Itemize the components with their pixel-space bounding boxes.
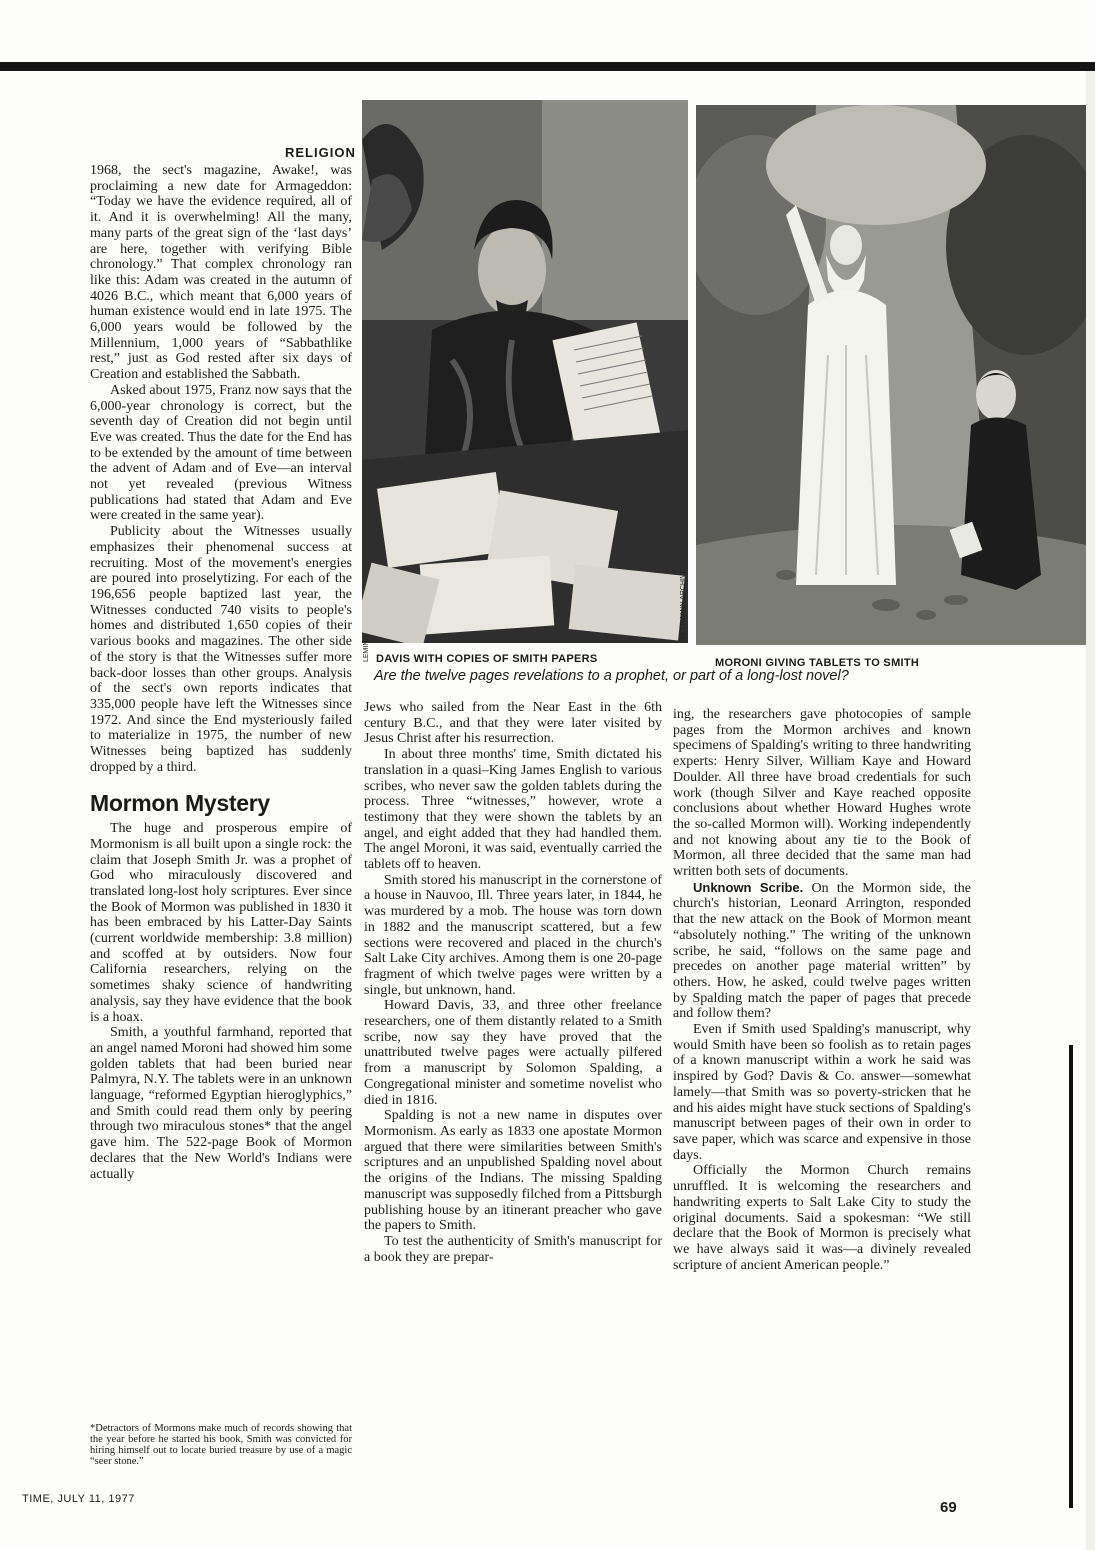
column-3: [673, 707, 971, 1273]
col3-para-4: Officially the Mormon Church remains unruffled. It is welcoming the researchers and handwriting experts to Salt Lake City to study the original documents. Said a spokesman: “We still declare that the Book of Mormon is precisely what we have always said it was—a divinely revealed scripture of ancient American people.”: [673, 1163, 971, 1273]
photo-credit-left: LEMINH: [363, 635, 370, 662]
page-edge: [1086, 71, 1095, 1550]
col3-para-2: [673, 880, 971, 1022]
photo-moroni-image: [696, 105, 1086, 645]
section-label: RELIGION: [285, 145, 356, 160]
top-rule: [0, 62, 1095, 71]
photo-credit-right: BETTMANN ARCHIVE: [680, 568, 687, 640]
footnote: *Detractors of Mormons make much of records showing that the year before he started his book, Smith was convicted for hiring himself out to locate buried treasure by use of a magic “seer stone.”: [90, 1423, 352, 1467]
col1-para-5: Smith, a youthful farmhand, reported that an angel named Moroni had showed him some golden tablets that had been buried near Palmyra, N.Y. The tablets were in an unknown language, “reformed Egyptian hieroglyphics,” and Smith could read them only by peering through two miraculous stones* that the angel gave him. The 522-page Book of Mormon declares that the New World's Indians were actually: [90, 1025, 352, 1182]
caption-left: DAVIS WITH COPIES OF SMITH PAPERS: [376, 653, 598, 665]
col3-para-2-text: On the Mormon side, the church's historian, Leonard Arrington, responded that the new attack on the Book of Mormon meant “absolutely nothing.” The writing of the unknown scribe, he said, “follows on the same page and precedes on another page material written” by others. How, he asked, could twelve pages written by Spalding match the paper of pages that precede and follow them?: [673, 880, 971, 1022]
issue-footer: TIME, JULY 11, 1977: [22, 1493, 135, 1505]
col2-para-6: To test the authenticity of Smith's manuscript for a book they are prepar-: [364, 1233, 662, 1265]
column-2: [364, 700, 662, 1265]
col2-para-5: Spalding is not a new name in disputes over Mormonism. As early as 1833 one apostate Mormon argued that there were similarities between Smith's scriptures and an unpublished Spalding novel about the origins of the Indians. The missing Spalding manuscript was supposedly filched from a Pittsburgh publishing house by an itinerant preacher who gave the papers to Smith.: [364, 1108, 662, 1234]
article-headline: Mormon Mystery: [90, 790, 270, 817]
col2-para-1: Jews who sailed from the Near East in the 6th century B.C., and that they were later visited by Jesus Christ after his resurrection.: [364, 700, 662, 747]
col3-para-1: ing, the researchers gave photocopies of sample pages from the Mormon archives and known specimens of Spalding's writing to three handwriting experts: Henry Silver, William Kaye and Howard Doulder. All three have broad credentials for such work (though Silver and Kaye reached opposite conclusions about whether Howard Hughes wrote the so-called Mormon will). Working independently and not knowing about any tie to the Book of Mormon, all three decided that the same man had written both sets of documents.: [673, 707, 971, 880]
photo-subcaption: Are the twelve pages revelations to a prophet, or part of a long-lost novel?: [374, 668, 849, 684]
margin-bar: [1069, 1045, 1073, 1508]
photo-moroni: [696, 105, 1086, 645]
subhead-unknown-scribe: Unknown Scribe.: [693, 879, 804, 895]
col2-para-3: Smith stored his manuscript in the cornerstone of a house in Nauvoo, Ill. Three years later, in 1844, he was murdered by a mob. The house was torn down in 1882 and the manuscript scattered, but a few sections were recovered and placed in the church's Salt Lake City archives. Among them is one 20-page fragment of which twelve pages were written by a single, but unknown, hand.: [364, 872, 662, 998]
col1-para-4: The huge and prosperous empire of Mormonism is all built upon a single rock: the claim that Joseph Smith Jr. was a prophet of God who miraculously discovered and translated long-lost holy scriptures. Ever since the Book of Mormon was published in 1830 it has been embraced by his Latter-Day Saints (current worldwide membership: 3.8 million) and scoffed at by outsiders. Now four California researchers, relying on the sometimes shaky science of handwriting analysis, say they have evidence that the book is a hoax.: [90, 821, 352, 1025]
col2-para-2: In about three months' time, Smith dictated his translation in a quasi–King James English to various scribes, who never saw the golden tablets during the process. Three “witnesses,” however, wrote a testimony that they were shown the tablets by an angel, and eight added that they had handled them. The angel Moroni, it was said, eventually carried the tablets off to heaven.: [364, 747, 662, 873]
page-number: 69: [940, 1499, 957, 1516]
col2-para-4: Howard Davis, 33, and three other freelance researchers, one of them distantly related to a Smith scribe, now say they have proved that the unattributed twelve pages were actually pilfered from a manuscript by Solomon Spalding, a Congregational minister and sometime novelist who died in 1816.: [364, 998, 662, 1108]
photo-davis-image: [362, 100, 688, 643]
col1-para-3: Publicity about the Witnesses usually emphasizes their phenomenal success at recruiting. Most of the movement's energies are poured into proselytizing. For each of the 196,656 people baptized last year, the Witnesses conducted 740 visits to people's homes and distributed 1,650 copies of their various books and magazines. The other side of the story is that the Witnesses suffer more back-door losses than other groups. Analysis of the sect's own reports indicates that 335,000 people have left the Witnesses since 1972. And since the End mysteriously failed to materialize in 1975, the number of new Witnesses being baptized has suddenly dropped by a third.: [90, 524, 352, 775]
col1-para-1: 1968, the sect's magazine, Awake!, was proclaiming a new date for Armageddon: “Today we have the evidence required, all of it. And it is overwhelming! All the many, many parts of the great sign of the ‘last days’ are here, together with verifying Bible chronology.” That complex chronology ran like this: Adam was created in the autumn of 4026 B.C., which meant that 6,000 years of human existence would end in late 1975. The 6,000 years would be followed by the Millennium, 1,000 years of “Sabbathlike rest,” just as God rested after six days of Creation and established the Sabbath.: [90, 163, 352, 383]
column-1: [90, 163, 352, 1182]
photo-davis: [362, 100, 688, 643]
caption-right: MORONI GIVING TABLETS TO SMITH: [715, 657, 920, 669]
col1-para-2: Asked about 1975, Franz now says that the 6,000-year chronology is correct, but the seventh day of Creation did not begin until Eve was created. Thus the date for the End has to be extended by the amount of time between the advent of Adam and of Eve—an interval not yet revealed (previous Witness publications had stated that Adam and Eve were created in the same year).: [90, 382, 352, 524]
col3-para-3: Even if Smith used Spalding's manuscript, why would Smith have been so foolish as to retain pages of a known manuscript within a work he said was inspired by God? Davis & Co. answer—somewhat lamely—that Smith was so poverty-stricken that he and his aides might have stuck sections of Spalding's manuscript between pages of their own in order to save paper, which was scarce and expensive in those days.: [673, 1022, 971, 1163]
